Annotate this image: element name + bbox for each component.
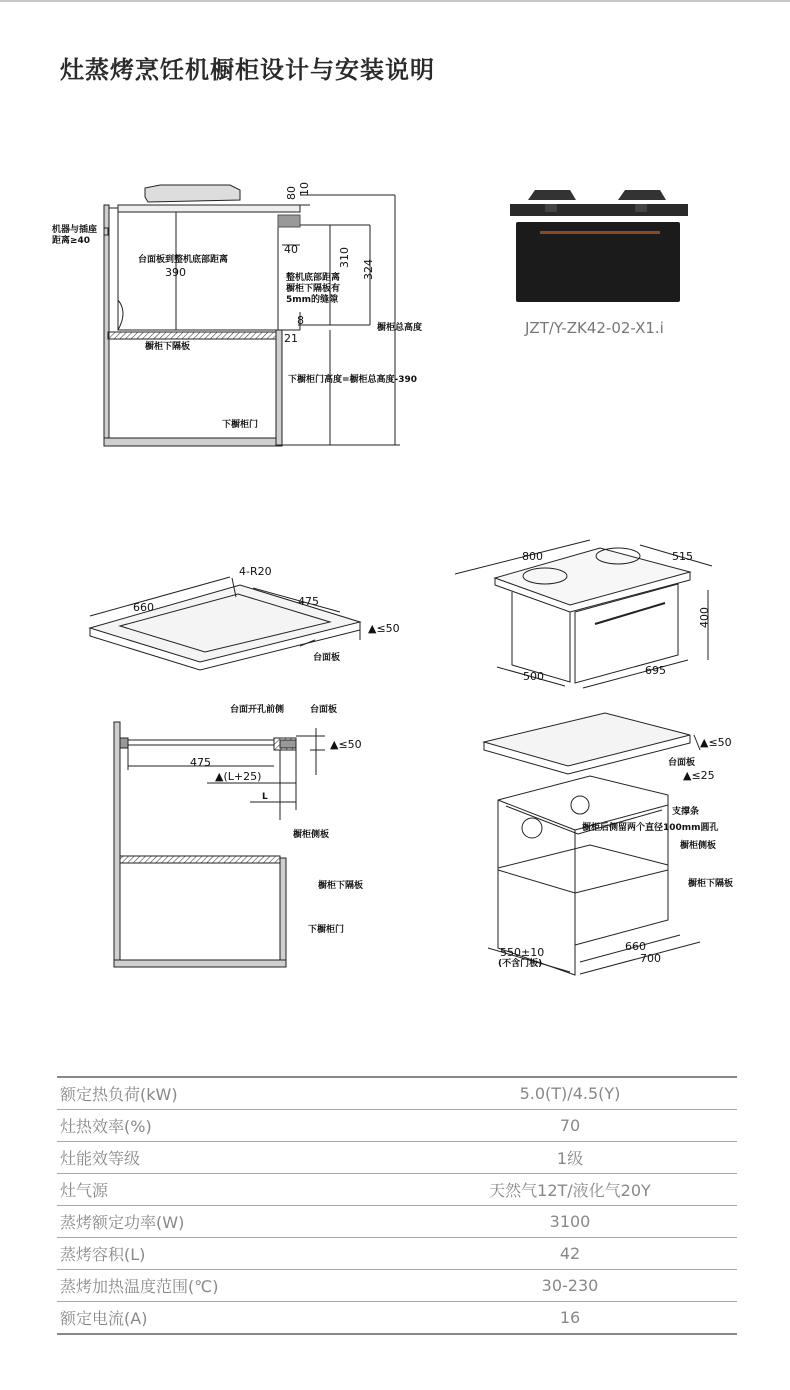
label-no-door: (不含门板) — [498, 959, 543, 969]
page-title: 灶蒸烤烹饪机橱柜设计与安装说明 — [60, 56, 435, 84]
appliance-outline — [108, 208, 300, 330]
spec-label: 灶热效率(%) — [60, 1117, 152, 1136]
spec-row — [57, 1110, 737, 1142]
label-80: 80 — [285, 186, 298, 200]
label-lower-door: 下橱柜门 — [222, 420, 259, 430]
label-695: 695 — [645, 664, 666, 677]
spec-value: 30-230 — [541, 1276, 599, 1295]
label-800: 800 — [522, 550, 543, 563]
label-lower-shelf: 橱柜下隔板 — [688, 879, 734, 889]
spec-label: 蒸烤额定功率(W) — [60, 1213, 185, 1232]
cooktop-burner-icon — [145, 185, 240, 202]
label-lower-door-height: 下橱柜门高度=橱柜总高度-390 — [288, 375, 418, 385]
label-310: 310 — [338, 247, 351, 268]
label-700: 700 — [640, 952, 661, 965]
label-countertop: 台面板 — [313, 653, 341, 663]
label-le50: ▲≤50 — [700, 736, 732, 749]
spec-value: 天然气12T/液化气20Y — [489, 1181, 651, 1200]
label-gap-note-1: 整机底部距离 — [286, 273, 341, 283]
spec-value: 70 — [559, 1116, 581, 1135]
spec-row — [57, 1206, 737, 1238]
label-10: 10 — [298, 182, 311, 196]
spec-row — [57, 1142, 737, 1174]
cabinet-bottom — [104, 438, 282, 446]
label-475: 475 — [298, 595, 319, 608]
cabinet-section-diagram — [114, 722, 325, 967]
spec-row — [57, 1078, 737, 1110]
label-side-panel: 橱柜侧板 — [293, 830, 330, 840]
spec-value: 16 — [559, 1308, 581, 1327]
label-lower-shelf: 橱柜下隔板 — [318, 881, 364, 891]
label-top-to-bottom: 台面板到整机底部距离 — [138, 255, 229, 265]
lower-cabinet-door — [276, 330, 282, 445]
label-le50: ▲≤50 — [368, 622, 400, 635]
spec-label: 灶能效等级 — [60, 1149, 141, 1168]
label-660: 660 — [625, 940, 646, 953]
label-550: 550±10 — [500, 946, 545, 959]
spec-label: 蒸烤容积(L) — [60, 1245, 146, 1264]
label-cabinet-height: 橱柜总高度 — [377, 323, 423, 333]
spec-value: 5.0(T)/4.5(Y) — [519, 1084, 621, 1103]
specs-table — [57, 1076, 737, 1335]
label-324: 324 — [362, 259, 375, 280]
label-40: 40 — [284, 243, 298, 256]
label-4-r20: 4-R20 — [239, 565, 272, 578]
label-21: 21 — [284, 332, 298, 345]
label-l-plus-25: ▲(L+25) — [215, 770, 262, 783]
label-countertop: 台面板 — [668, 758, 696, 768]
spec-label: 额定电流(A) — [60, 1309, 148, 1328]
product-image — [510, 190, 688, 337]
spec-label: 灶气源 — [60, 1181, 109, 1200]
spec-label: 额定热负荷(kW) — [60, 1085, 178, 1104]
spec-value: 1级 — [556, 1149, 584, 1168]
label-support: 支撑条 — [672, 807, 700, 817]
spec-row — [57, 1302, 737, 1335]
label-holes: 橱柜后侧留两个直径100mm圆孔 — [582, 823, 719, 833]
label-475: 475 — [190, 756, 211, 769]
label-le25: ▲≤25 — [683, 769, 715, 782]
model-label: JZT/Y-ZK42-02-X1.i — [525, 319, 664, 337]
label-cutout-front: 台面开孔前侧 — [230, 705, 285, 715]
label-side-panel: 橱柜侧板 — [680, 841, 717, 851]
label-lower-shelf: 橱柜下隔板 — [145, 342, 191, 352]
label-390: 390 — [165, 266, 186, 279]
spec-row — [57, 1174, 737, 1206]
label-lower-door: 下橱柜门 — [308, 925, 345, 935]
spec-value: 42 — [559, 1244, 581, 1263]
label-660: 660 — [133, 601, 154, 614]
spec-row — [57, 1270, 737, 1302]
cabinet-3d-diagram — [484, 713, 700, 975]
lower-shelf-panel — [108, 332, 276, 339]
spec-label: 蒸烤加热温度范围(℃) — [60, 1277, 219, 1296]
spec-row — [57, 1238, 737, 1270]
label-400: 400 — [698, 607, 711, 628]
label-machine-socket: 机器与插座 — [52, 225, 98, 235]
cable-hole-icon — [571, 796, 589, 814]
burner-grate-icon — [528, 190, 666, 200]
label-distance-ge40: 距离≥40 — [52, 236, 91, 246]
label-gap-note-2: 橱柜下隔板有 — [286, 284, 341, 294]
label-500: 500 — [523, 670, 544, 683]
label-515: 515 — [672, 550, 693, 563]
label-countertop: 台面板 — [310, 705, 338, 715]
cross-section-diagram — [104, 185, 400, 446]
label-l: L — [262, 792, 268, 802]
label-le50: ▲≤50 — [330, 738, 362, 751]
label-gap-note-3: 5mm的缝隙 — [286, 295, 339, 305]
cable-hole-icon — [522, 818, 542, 838]
label-8: 8 — [297, 314, 304, 327]
spec-value: 3100 — [549, 1212, 591, 1231]
